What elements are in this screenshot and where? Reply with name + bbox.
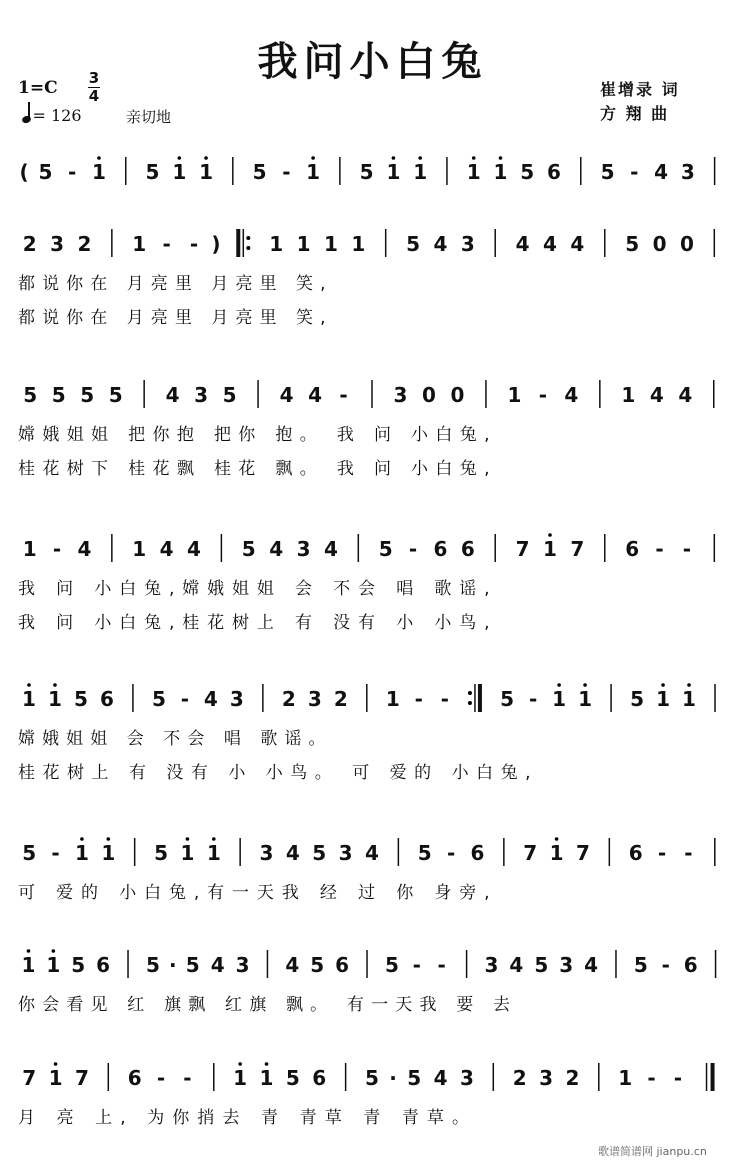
score-note: 3 — [229, 687, 244, 711]
score-note: 4 — [433, 1066, 448, 1090]
score-note: 5 — [80, 383, 95, 407]
score-note: 3 — [50, 232, 65, 256]
score-note: 1 — [323, 232, 338, 256]
score-note: 1 — [549, 841, 564, 865]
score-note: 1 — [199, 160, 214, 184]
score-note: - — [156, 1066, 166, 1090]
score-note: 4 — [269, 537, 284, 561]
watermark: 歌谱简谱网 jianpu.cn — [598, 1145, 707, 1158]
score-note: - — [673, 1066, 683, 1090]
score-note: - — [684, 841, 693, 865]
score-note: 6 — [127, 1066, 142, 1090]
score-note: 0 — [652, 232, 667, 256]
lyric-line: 我 问 小白兔,嫦娥姐姐 会 不会 唱 歌谣, — [18, 579, 490, 599]
octave-dot — [177, 156, 181, 160]
score-note: ( — [19, 160, 29, 184]
score-note: 3 — [307, 687, 322, 711]
score-note: - — [189, 232, 199, 256]
score-note: - — [162, 232, 171, 256]
tempo-value: = 126 — [32, 106, 82, 125]
score-note: 4 — [564, 383, 579, 407]
score-note: 4 — [584, 953, 599, 977]
score-note: - — [52, 537, 62, 561]
score-note: - — [412, 953, 421, 977]
repeat-dot — [468, 701, 472, 705]
repeat-dot — [246, 236, 250, 240]
score-note: - — [538, 383, 548, 407]
score-note: 6 — [312, 1066, 327, 1090]
score-note: 5 — [145, 953, 160, 977]
song-title: 我问小白兔 — [257, 39, 488, 85]
score-note: 2 — [281, 687, 296, 711]
repeat-dot — [246, 246, 250, 250]
score-note: 3 — [296, 537, 311, 561]
score-note: - — [647, 1066, 656, 1090]
score-note: 1 — [92, 160, 106, 184]
time-signature-bottom: 4 — [88, 87, 100, 105]
octave-dot — [548, 533, 552, 537]
score-note: 0 — [450, 383, 465, 407]
score-note: 1 — [385, 687, 400, 711]
score-note: 7 — [570, 537, 585, 561]
score-note: 4 — [279, 383, 294, 407]
score-note: 4 — [285, 841, 300, 865]
score-note: 4 — [285, 953, 300, 977]
score-note: - — [655, 537, 664, 561]
score-note: 5 — [500, 687, 515, 711]
score-note: 5 — [285, 1066, 300, 1090]
lyric-line: 我 问 小白兔,桂花树上 有 没有 小 小鸟, — [18, 613, 490, 633]
score-note: - — [408, 537, 418, 561]
score-note: 6 — [335, 953, 350, 977]
score-note: 5 — [310, 953, 325, 977]
octave-dot — [186, 837, 190, 841]
score-note: 6 — [96, 953, 111, 977]
score-note: 4 — [77, 537, 92, 561]
score-note: 1 — [101, 841, 116, 865]
octave-dot — [265, 1062, 269, 1066]
lyric-line: 嫦娥姐姐 会 不会 唱 歌谣。 — [18, 729, 326, 749]
lyric-line: 月 亮 上, 为你捎去 青 青草 青 青草。 — [18, 1108, 469, 1128]
score-note: - — [657, 841, 667, 865]
score-note: 7 — [523, 841, 538, 865]
score-note: 0 — [679, 232, 694, 256]
score-note: 3 — [259, 841, 274, 865]
score-note: 5 — [252, 160, 267, 184]
score-note: 1 — [351, 232, 366, 256]
score-note: 1 — [493, 160, 508, 184]
score-note: - — [528, 687, 538, 711]
octave-dot — [97, 156, 101, 160]
score-note: 5 — [108, 383, 123, 407]
score-note: 7 — [515, 537, 530, 561]
lyric-line: 都说你在 月亮里 月亮里 笑, — [18, 274, 326, 294]
score-note: 1 — [413, 160, 428, 184]
score-note: 1 — [578, 687, 593, 711]
octave-dot — [52, 949, 56, 953]
score-note: 3 — [338, 841, 353, 865]
score-note: - — [282, 160, 291, 184]
score-note: - — [51, 841, 60, 865]
score-note: 6 — [99, 687, 114, 711]
score-note: 2 — [512, 1066, 527, 1090]
octave-dot — [212, 837, 216, 841]
score-note: 6 — [625, 537, 640, 561]
octave-dot — [555, 837, 559, 841]
octave-dot — [418, 156, 422, 160]
score-note: 5 — [23, 383, 38, 407]
score-note: 4 — [365, 841, 379, 865]
score-note: · — [169, 953, 177, 977]
score-note: 4 — [308, 383, 323, 407]
score-note: 5 — [520, 160, 535, 184]
score-note: 1 — [621, 383, 636, 407]
score-note: 4 — [165, 383, 180, 407]
score-note: 5 — [625, 232, 640, 256]
octave-dot — [27, 949, 31, 953]
score-note: 2 — [77, 232, 92, 256]
composer-credit: 方 翔 曲 — [600, 104, 670, 123]
score-note: 5 — [312, 841, 327, 865]
score-note: 5 — [185, 953, 200, 977]
score-note: - — [630, 160, 639, 184]
score-note: 1 — [172, 160, 187, 184]
lyric-line: 都说你在 月亮里 月亮里 笑, — [18, 308, 326, 328]
score-note: 1 — [180, 841, 195, 865]
score-note: 5 — [151, 687, 166, 711]
score-note: - — [440, 687, 449, 711]
score-note: 1 — [656, 687, 670, 711]
score-note: - — [414, 687, 423, 711]
score-note: 5 — [222, 383, 237, 407]
score-note: 4 — [323, 537, 338, 561]
score-note: 5 — [51, 383, 66, 407]
score-note: 5 — [406, 232, 421, 256]
score-note: 7 — [74, 1066, 89, 1090]
score-note: 1 — [507, 383, 522, 407]
octave-dot — [311, 156, 315, 160]
octave-dot — [53, 683, 57, 687]
score-note: 3 — [539, 1066, 554, 1090]
score-note: 3 — [460, 232, 475, 256]
score-note: 6 — [628, 841, 643, 865]
score-note: 6 — [460, 537, 475, 561]
score-note: 5 — [74, 687, 88, 711]
score-note: 5 — [22, 841, 37, 865]
score-note: 3 — [559, 953, 574, 977]
score-note: 1 — [22, 687, 36, 711]
score-note: 5 — [600, 160, 615, 184]
score-note: 0 — [421, 383, 436, 407]
score-note: 1 — [21, 953, 36, 977]
score-note: 1 — [618, 1066, 633, 1090]
lyricist-credit: 崔增录 词 — [600, 80, 680, 99]
score-note: 1 — [259, 1066, 274, 1090]
score-note: 4 — [203, 687, 218, 711]
score-note: 1 — [206, 841, 221, 865]
lyric-line: 嫦娥姐姐 把你抱 把你 抱。 我 问 小白兔, — [18, 425, 490, 445]
score-note: 1 — [132, 537, 147, 561]
octave-dot — [106, 837, 110, 841]
score-note: 5 — [365, 1066, 379, 1090]
score-note: 5 — [359, 160, 374, 184]
score-note: 5 — [407, 1066, 422, 1090]
expression-marking: 亲切地 — [126, 108, 172, 126]
score-note: 1 — [386, 160, 401, 184]
score-note: 6 — [470, 841, 485, 865]
octave-dot — [27, 683, 31, 687]
score-note: 1 — [48, 687, 62, 711]
score-note: 7 — [22, 1066, 37, 1090]
score-note: 2 — [333, 687, 348, 711]
score-note: 1 — [296, 232, 311, 256]
score-note: 4 — [433, 232, 448, 256]
score-note: - — [682, 537, 692, 561]
score-note: 5 — [417, 841, 432, 865]
score-note: 1 — [543, 537, 557, 561]
score-note: 2 — [22, 232, 37, 256]
score-note: 5 — [633, 953, 648, 977]
octave-dot — [583, 683, 587, 687]
score-note: 5 — [38, 160, 53, 184]
score-note: 4 — [210, 953, 225, 977]
score-note: 5 — [154, 841, 168, 865]
score-note: 3 — [459, 1066, 474, 1090]
key-signature: 1=C — [18, 78, 58, 98]
lyric-line: 你会看见 红 旗飘 红旗 飘。 有一天我 要 去 — [18, 995, 511, 1015]
score-note: 6 — [547, 160, 561, 184]
score-note: 4 — [678, 383, 693, 407]
octave-dot — [238, 1062, 242, 1066]
score-note: 4 — [159, 537, 174, 561]
octave-dot — [661, 683, 665, 687]
score-note: - — [446, 841, 456, 865]
score-note: 1 — [682, 687, 696, 711]
score-note: - — [183, 1066, 192, 1090]
score-note: 3 — [484, 953, 499, 977]
octave-dot — [499, 156, 503, 160]
score-note: 3 — [235, 953, 250, 977]
score-note: - — [339, 383, 348, 407]
octave-dot — [80, 837, 84, 841]
time-signature-top: 3 — [88, 69, 100, 87]
score-note: 5 — [241, 537, 256, 561]
score-note: - — [68, 160, 77, 184]
score-note: 4 — [187, 537, 201, 561]
score-note: 5 — [630, 687, 645, 711]
score-note: 1 — [132, 232, 147, 256]
score-note: 1 — [46, 953, 61, 977]
score-note: · — [389, 1066, 397, 1090]
score-note: 6 — [683, 953, 698, 977]
score-note: 6 — [433, 537, 448, 561]
score-note: 7 — [576, 841, 590, 865]
score-note: 1 — [48, 1066, 63, 1090]
lyric-line: 桂花树下 桂花飘 桂花 飘。 我 问 小白兔, — [18, 459, 490, 479]
score-note: 1 — [306, 160, 321, 184]
score-note: 4 — [515, 232, 530, 256]
lyric-line: 桂花树上 有 没有 小 小鸟。 可 爱的 小白兔, — [18, 763, 531, 783]
score-note: 1 — [22, 537, 37, 561]
score-note: 4 — [654, 160, 669, 184]
repeat-dot — [468, 691, 472, 695]
octave-dot — [54, 1062, 58, 1066]
score-note: 5 — [378, 537, 393, 561]
score-note: 5 — [71, 953, 86, 977]
score-note: - — [437, 953, 446, 977]
score-note: 4 — [509, 953, 524, 977]
score-note: 5 — [384, 953, 399, 977]
octave-dot — [687, 683, 691, 687]
score-note: 1 — [552, 687, 567, 711]
score-note: 3 — [194, 383, 209, 407]
lyric-line: 可 爱的 小白兔,有一天我 经 过 你 身旁, — [18, 883, 490, 903]
score-note: - — [180, 687, 190, 711]
octave-dot — [557, 683, 561, 687]
octave-dot — [204, 156, 208, 160]
score-note: 4 — [649, 383, 664, 407]
score-note: 1 — [269, 232, 284, 256]
score-note: 4 — [570, 232, 585, 256]
score-note: - — [661, 953, 670, 977]
score-note: 2 — [565, 1066, 580, 1090]
score-note: 3 — [680, 160, 695, 184]
score-note: 5 — [534, 953, 549, 977]
score-note: 4 — [543, 232, 557, 256]
octave-dot — [392, 156, 396, 160]
score-note: 5 — [145, 160, 160, 184]
score-note: 1 — [466, 160, 481, 184]
score-note: 1 — [74, 841, 89, 865]
octave-dot — [472, 156, 476, 160]
score-note: 1 — [233, 1066, 248, 1090]
score-note: ) — [211, 232, 221, 256]
score-note: 3 — [393, 383, 408, 407]
